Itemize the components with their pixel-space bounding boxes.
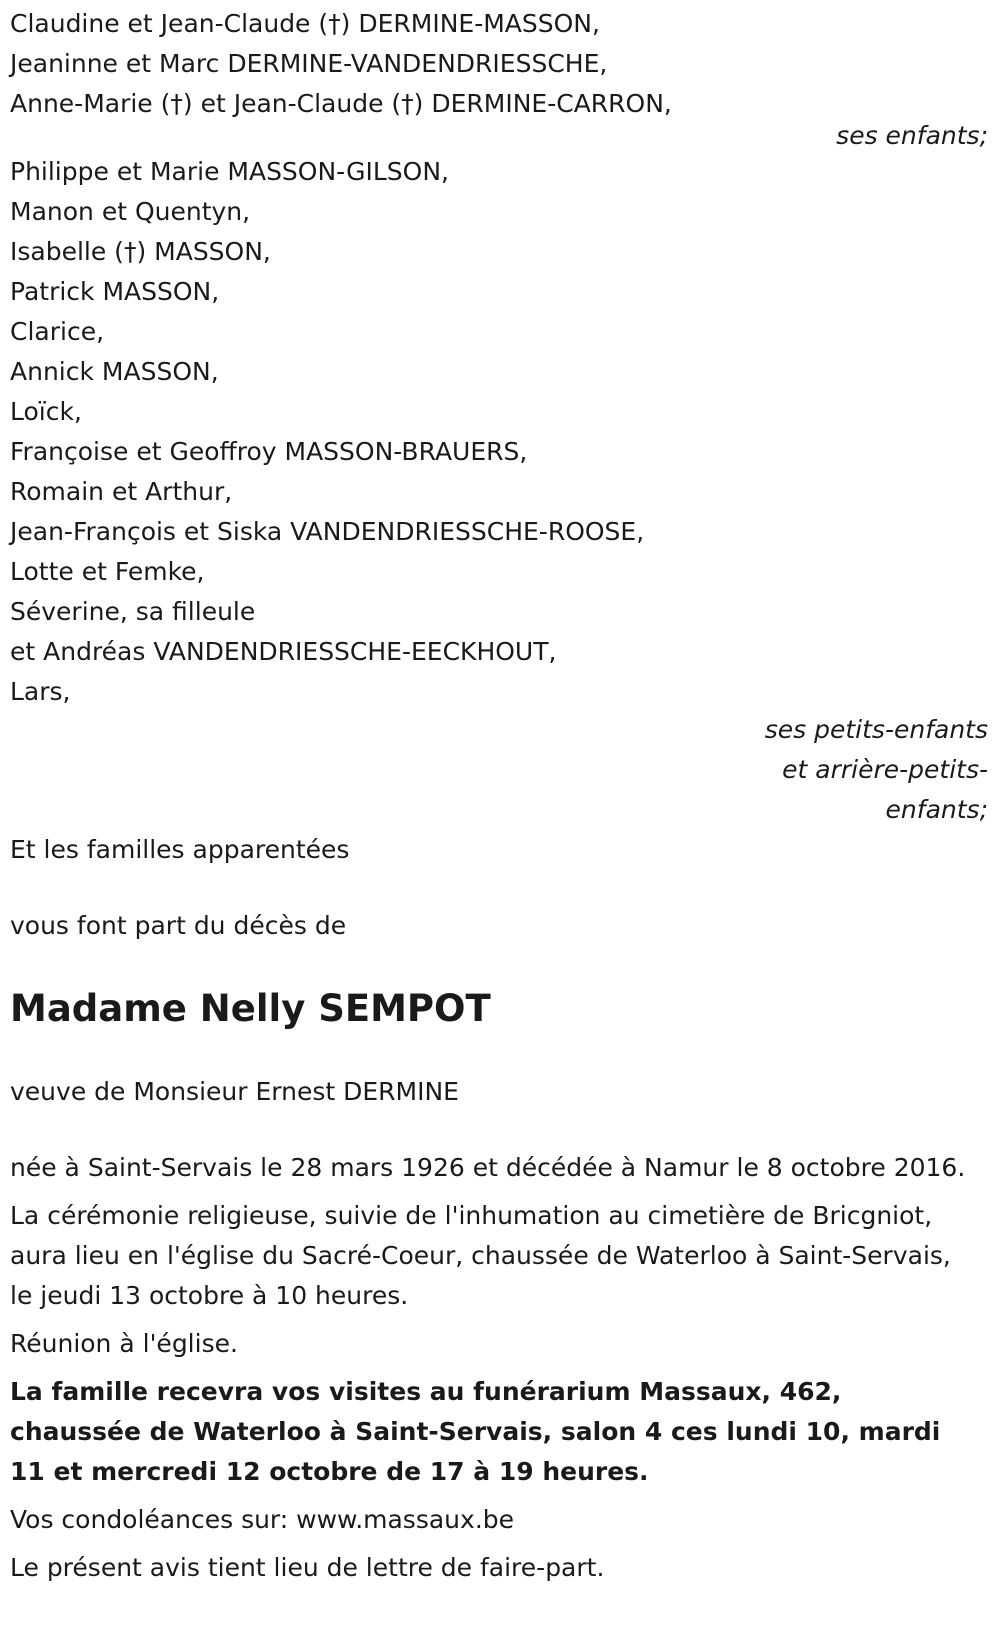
widow-of: veuve de Monsieur Ernest DERMINE xyxy=(10,1077,459,1106)
grandchildren-label-line: ses petits-enfants xyxy=(764,715,988,744)
grandchild-line: Romain et Arthur, xyxy=(10,477,233,506)
grandchild-line: Lars, xyxy=(10,677,71,706)
grandchild-line: Annick MASSON, xyxy=(10,357,219,386)
grandchild-line: Patrick MASSON, xyxy=(10,277,220,306)
grandchild-line: Isabelle (†) MASSON, xyxy=(10,237,271,266)
birth-death-info: née à Saint-Servais le 28 mars 1926 et décédée à Namur le 8 octobre 2016. xyxy=(10,1153,966,1182)
grandchild-line: Clarice, xyxy=(10,317,105,346)
ceremony-info: La cérémonie religieuse, suivie de l'inhumation au cimetière de Bricgniot, aura lieu en l'église du Sacré-Coeur, chaussée de Waterloo à Saint-Servais, le jeudi 13 octobre à 10 heures. xyxy=(10,1201,951,1310)
deceased-name: Madame Nelly SEMPOT xyxy=(10,987,491,1030)
grandchild-line: Séverine, sa filleule xyxy=(10,597,256,626)
meeting-info: Réunion à l'église. xyxy=(10,1329,238,1358)
children-line: Claudine et Jean-Claude (†) DERMINE-MASSON, xyxy=(10,9,600,38)
children-section xyxy=(10,4,990,156)
related-families: Et les familles apparentées xyxy=(10,835,350,864)
obituary-notice xyxy=(10,4,990,1588)
grandchild-line: Loïck, xyxy=(10,397,82,426)
grandchild-line: Philippe et Marie MASSON-GILSON, xyxy=(10,157,449,186)
grandchild-line: Françoise et Geoffroy MASSON-BRAUERS, xyxy=(10,437,528,466)
condolences-info: Vos condoléances sur: www.massaux.be xyxy=(10,1505,515,1534)
grandchildren-section xyxy=(10,152,990,830)
grandchild-line: et Andréas VANDENDRIESSCHE-EECKHOUT, xyxy=(10,637,557,666)
children-line: Anne-Marie (†) et Jean-Claude (†) DERMINE-CARRON, xyxy=(10,89,672,118)
notice-statement: Le présent avis tient lieu de lettre de faire-part. xyxy=(10,1553,605,1582)
grandchild-line: Manon et Quentyn, xyxy=(10,197,251,226)
visits-info: La famille recevra vos visites au funérarium Massaux, 462, chaussée de Waterloo à Saint-Servais, salon 4 ces lundi 10, mardi 11 et mercredi 12 octobre de 17 à 19 heures. xyxy=(10,1377,941,1486)
children-label: ses enfants; xyxy=(836,121,988,150)
grandchildren-label-line: enfants; xyxy=(885,795,988,824)
children-line: Jeaninne et Marc DERMINE-VANDENDRIESSCHE, xyxy=(10,49,608,78)
grandchildren-label-line: et arrière-petits- xyxy=(782,755,988,784)
grandchild-line: Jean-François et Siska VANDENDRIESSCHE-ROOSE, xyxy=(10,517,645,546)
grandchild-line: Lotte et Femke, xyxy=(10,557,205,586)
announcement-text: vous font part du décès de xyxy=(10,911,347,940)
